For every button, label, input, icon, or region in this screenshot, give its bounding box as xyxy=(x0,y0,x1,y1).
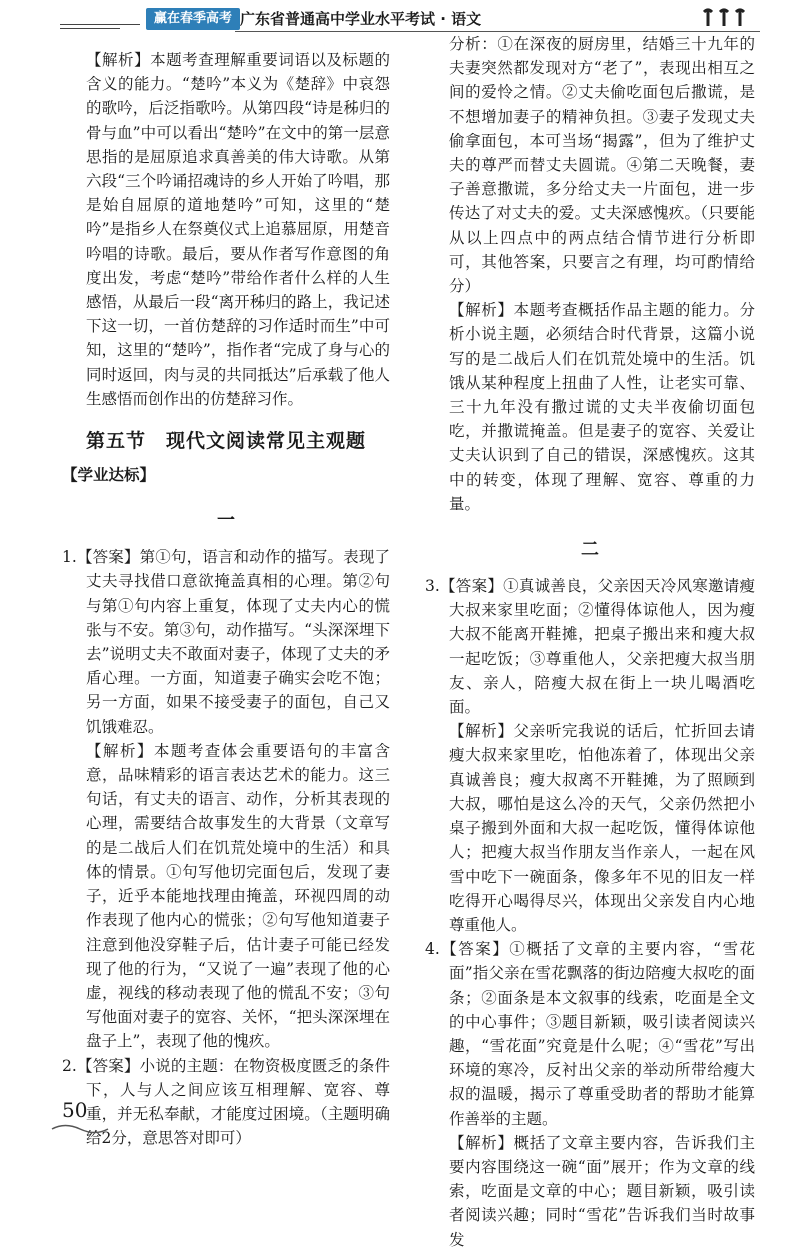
q1-analysis: 【解析】本题考查体会重要语句的丰富含意，品味精彩的语言表达艺术的能力。这三句话，有丈夫的语言、动作，分析其表现的心理，需要结合故事发生的大背景（文章写的是二战后人们在饥荒处境中的生活）和具体的情景。①句写他切完面包后，发现了妻子，近乎本能地找理由掩盖，环视四周的动作表现了他内心的慌张；②句写他知道妻子注意到他没穿鞋子后，估计妻子可能已经发现了他的行为，“又说了一遍”表现了他的心虚，视线的移动表现了他的慌乱不安；③句写他面对妻子的宽容、关怀，“把头深深埋在盘子上”，表现了他的愧疚。 xyxy=(86,741,390,1051)
part-marker: 一 xyxy=(217,510,235,532)
footer-ornament-icon xyxy=(50,1122,110,1136)
q2-answer: 2.【答案】小说的主题：在物资极度匮乏的条件下，人与人之间应该互相理解、宽容、尊重，并无私奉献，才能度过困境。（主题明确给2分，意思答对即可） xyxy=(62,1056,390,1148)
page-number: 50 xyxy=(62,1098,88,1122)
q3-answer: 3.【答案】①真诚善良，父亲因天冷风寒邀请瘦大叔来家里吃面；②懂得体谅他人，因为瘦大叔不能离开鞋摊，把桌子搬出来和瘦大叔一起吃饭；③尊重他人，父亲把瘦大叔当朋友、亲人，陪瘦大叔在街上一块儿喝酒吃面。 xyxy=(425,577,755,717)
q1-answer: 1.【答案】第①句，语言和动作的描写。表现了丈夫寻找借口意欲掩盖真相的心理。第②句与第①句内容上重复，体现了丈夫内心的慌张与不安。第③句，动作描写。“头深深埋下去”说明丈夫不敢面对妻子，体现了丈夫的矛盾心理。一方面，知道妻子确实会吃不饱；另一方面，如果不接受妻子的面包，自己又饥饿难忍。 xyxy=(62,548,390,736)
left-column xyxy=(62,48,390,1150)
header-ornament-icon xyxy=(700,6,750,30)
q4-answer: 4.【答案】①概括了文章的主要内容，“雪花面”指父亲在雪花飘落的街边陪瘦大叔吃的面条；②面条是本文叙事的线索，吃面是全文的中心事件；③题目新颖，吸引读者阅读兴趣，“雪花面”究竟是什么呢；④“雪花”写出环境的寒冷，反衬出父亲的举动所带给瘦大叔的温暖，揭示了尊重受助者的帮助才能算作善举的主题。 xyxy=(425,940,755,1128)
analysis-paragraph: 【解析】本题考查理解重要词语以及标题的含义的能力。“楚吟”本义为《楚辞》中哀怨的歌吟，后泛指歌吟。从第四段“诗是秭归的骨与血”中可以看出“楚吟”在文中的第一层意思指的是屈原追求真善美的伟大诗歌。从第六段“三个吟诵招魂诗的乡人开始了吟唱，那是始自屈原的道地楚吟”可知，这里的“楚吟”是指乡人在祭奠仪式上追慕屈原，用楚音吟唱的诗歌。最后，要从作者写作意图的角度出发，考虑“楚吟”带给作者什么样的人生感悟，从最后一段“离开秭归的路上，我记述下这一切，一首仿楚辞的习作适时而生”中可知，这里的“楚吟”，指作者“完成了身与心的同时返回，肉与灵的共同抵达”后承载了他人生感悟而创作出的仿楚辞习作。 xyxy=(86,51,390,408)
series-badge: 赢在春季高考 xyxy=(146,8,240,30)
part-marker: 二 xyxy=(581,539,599,561)
q4-analysis: 【解析】概括了文章主要内容，告诉我们主要内容围绕这一碗“面”展开；作为文章的线索，吃面是文章的中心；题目新颖，吸引读者阅读兴趣；同时“雪花”告诉我们当时故事发 xyxy=(449,1133,755,1249)
q2-fenxi: 分析：①在深夜的厨房里，结婚三十九年的夫妻突然都发现对方“老了”，表现出相互之间的爱怜之情。②丈夫偷吃面包后撒谎，是不想增加妻子的精神负担。③妻子发现丈夫偷拿面包，本可当场“揭露”，但为了维护丈夫的尊严而替丈夫圆谎。④第二天晚餐，妻子善意撒谎，多分给丈夫一片面包，进一步传达了对丈夫的爱。丈夫深感愧疚。（只要能从以上四点中的两点结合情节进行分析即可，其他答案，只要言之有理，均可酌情给分） xyxy=(449,35,755,296)
right-column xyxy=(425,32,755,1252)
header-rule xyxy=(60,24,140,25)
header-rule xyxy=(60,28,120,29)
q2-analysis: 【解析】本题考查概括作品主题的能力。分析小说主题，必须结合时代背景，这篇小说写的是二战后人们在饥荒处境中的生活。饥饿从某种程度上扭曲了人性，让老实可靠、三十九年没有撒过谎的丈夫半夜偷切面包吃，并撒谎掩盖。但是妻子的宽容、关爱让丈夫认识到了自己的错误，深感愧疚。这其中的转变，体现了理解、宽容、尊重的力量。 xyxy=(449,301,755,513)
q3-analysis: 【解析】父亲听完我说的话后，忙折回去请瘦大叔来家里吃，怕他冻着了，体现出父亲真诚善良；瘦大叔离不开鞋摊，为了照顾到大叔，哪怕是这么冷的天气，父亲仍然把小桌子搬到外面和大叔一起吃饭，懂得体谅他人；把瘦大叔当作朋友当作亲人，一起在风雪中吃下一碗面条，像多年不见的旧友一样吃得开心喝得尽兴，体现出父亲发自内心地尊重他人。 xyxy=(449,722,755,934)
subheading: 【学业达标】 xyxy=(62,465,156,485)
book-title: 广东省普通高中学业水平考试 · 语文 xyxy=(240,10,482,28)
section-title: 第五节 现代文阅读常见主观题 xyxy=(85,430,366,453)
